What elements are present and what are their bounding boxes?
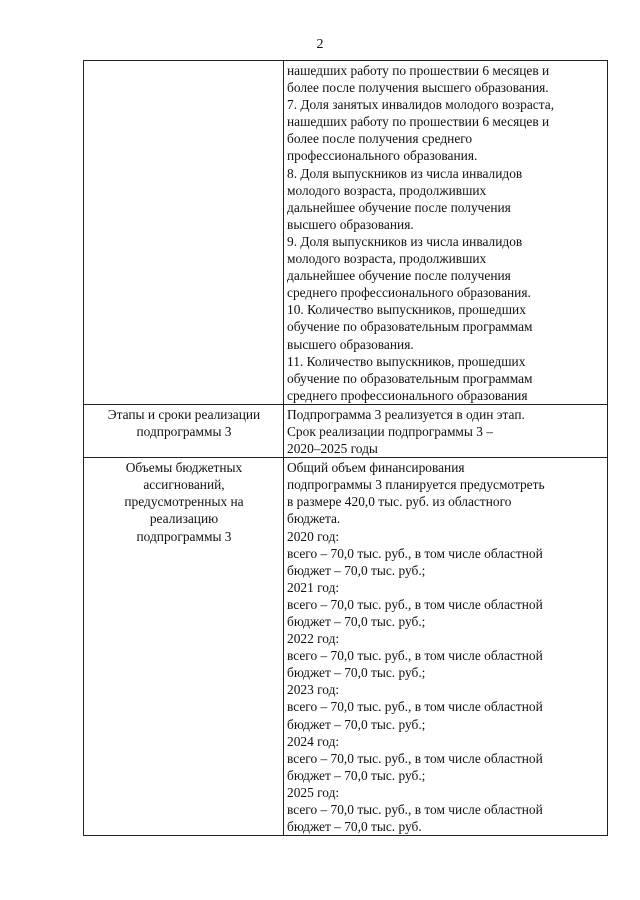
- row-content-cell: [284, 404, 608, 457]
- row-content-line: среднего профессионального образования.: [287, 285, 531, 301]
- row-content-line: 7. Доля занятых инвалидов молодого возраста,: [287, 97, 555, 113]
- row-content-line: бюджет – 70,0 тыс. руб.;: [287, 614, 426, 629]
- row-label-line: предусмотренных на: [124, 494, 244, 510]
- row-content-line: дальнейшее обучение после получения: [287, 268, 511, 284]
- row-content-line: 2022 год:: [287, 631, 340, 647]
- row-content-line: 9. Доля выпускников из числа инвалидов: [287, 233, 523, 249]
- row-content-line: всего – 70,0 тыс. руб., в том числе областной: [287, 750, 543, 766]
- row-content-line: нашедших работу по прошествии 6 месяцев и: [287, 114, 550, 130]
- row-content-line: всего – 70,0 тыс. руб., в том числе областной: [287, 596, 543, 612]
- row-content-line: 2023 год:: [287, 682, 340, 698]
- row-content-line: высшего образования.: [287, 216, 414, 232]
- row-content-line: бюджет – 70,0 тыс. руб.: [287, 819, 422, 835]
- row-content-line: бюджета.: [287, 511, 341, 527]
- row-label-line: подпрограммы 3: [136, 423, 232, 439]
- row-content-line: 2020 год:: [287, 528, 340, 544]
- row-content-line: в размере 420,0 тыс. руб. из областного: [287, 494, 512, 510]
- row-content-line: высшего образования.: [287, 336, 414, 352]
- row-content-line: 2025 год:: [287, 784, 340, 800]
- row-content-line: всего – 70,0 тыс. руб., в том числе областной: [287, 545, 543, 561]
- row-label-line: ассигнований,: [143, 477, 225, 493]
- table-body: [84, 61, 608, 836]
- row-label-line: реализацию: [149, 511, 219, 527]
- row-content-line: Подпрограмма 3 реализуется в один этап.: [287, 406, 525, 422]
- row-content-line: более после получения среднего: [287, 131, 473, 147]
- row-content-line: более после получения высшего образования.: [287, 80, 549, 96]
- row-content-line: 11. Количество выпускников, прошедших: [287, 353, 526, 369]
- row-label-line: Объемы бюджетных: [125, 460, 243, 476]
- row-content-line: 2020–2025 годы: [287, 441, 378, 457]
- row-label-cell: [84, 61, 284, 405]
- row-content-line: всего – 70,0 тыс. руб., в том числе областной: [287, 648, 543, 664]
- row-content-line: Общий объем финансирования: [287, 460, 465, 476]
- row-content-line: обучение по образовательным программам: [287, 370, 533, 386]
- row-content-line: бюджет – 70,0 тыс. руб.;: [287, 767, 426, 783]
- table-row: [84, 458, 608, 836]
- row-content-line: бюджет – 70,0 тыс. руб.;: [287, 665, 426, 681]
- row-content-line: 8. Доля выпускников из числа инвалидов: [287, 165, 523, 181]
- row-content-line: всего – 70,0 тыс. руб., в том числе областной: [287, 699, 543, 715]
- row-content-line: профессионального образования.: [287, 148, 478, 164]
- row-content-line: подпрограммы 3 планируется предусмотреть: [287, 477, 545, 493]
- row-content-cell: [284, 458, 608, 836]
- row-content-line: молодого возраста, продолживших: [287, 251, 487, 267]
- row-content-line: Срок реализации подпрограммы 3 –: [287, 423, 493, 439]
- row-content-line: 2024 год:: [287, 733, 340, 749]
- page-number: 2: [316, 37, 324, 52]
- row-label-cell: [84, 404, 284, 457]
- row-content-line: дальнейшее обучение после получения: [287, 199, 511, 215]
- row-content-line: бюджет – 70,0 тыс. руб.;: [287, 716, 426, 732]
- row-content-line: бюджет – 70,0 тыс. руб.;: [287, 562, 426, 578]
- row-content-line: обучение по образовательным программам: [287, 319, 533, 335]
- table-row: [84, 61, 608, 405]
- row-content-line: нашедших работу по прошествии 6 месяцев и: [287, 63, 550, 78]
- row-content-line: молодого возраста, продолживших: [287, 182, 487, 198]
- table-row: [84, 404, 608, 457]
- row-label-line: Этапы и сроки реализации: [107, 406, 261, 422]
- row-content-line: среднего профессионального образования: [287, 387, 528, 403]
- passport-table: [83, 60, 608, 836]
- row-label-cell: [84, 458, 284, 836]
- row-content-line: 2021 год:: [287, 579, 340, 595]
- row-content-line: всего – 70,0 тыс. руб., в том числе областной: [287, 802, 543, 818]
- row-content-cell: [284, 61, 608, 405]
- row-label-line: подпрограммы 3: [136, 528, 232, 544]
- row-content-line: 10. Количество выпускников, прошедших: [287, 302, 526, 318]
